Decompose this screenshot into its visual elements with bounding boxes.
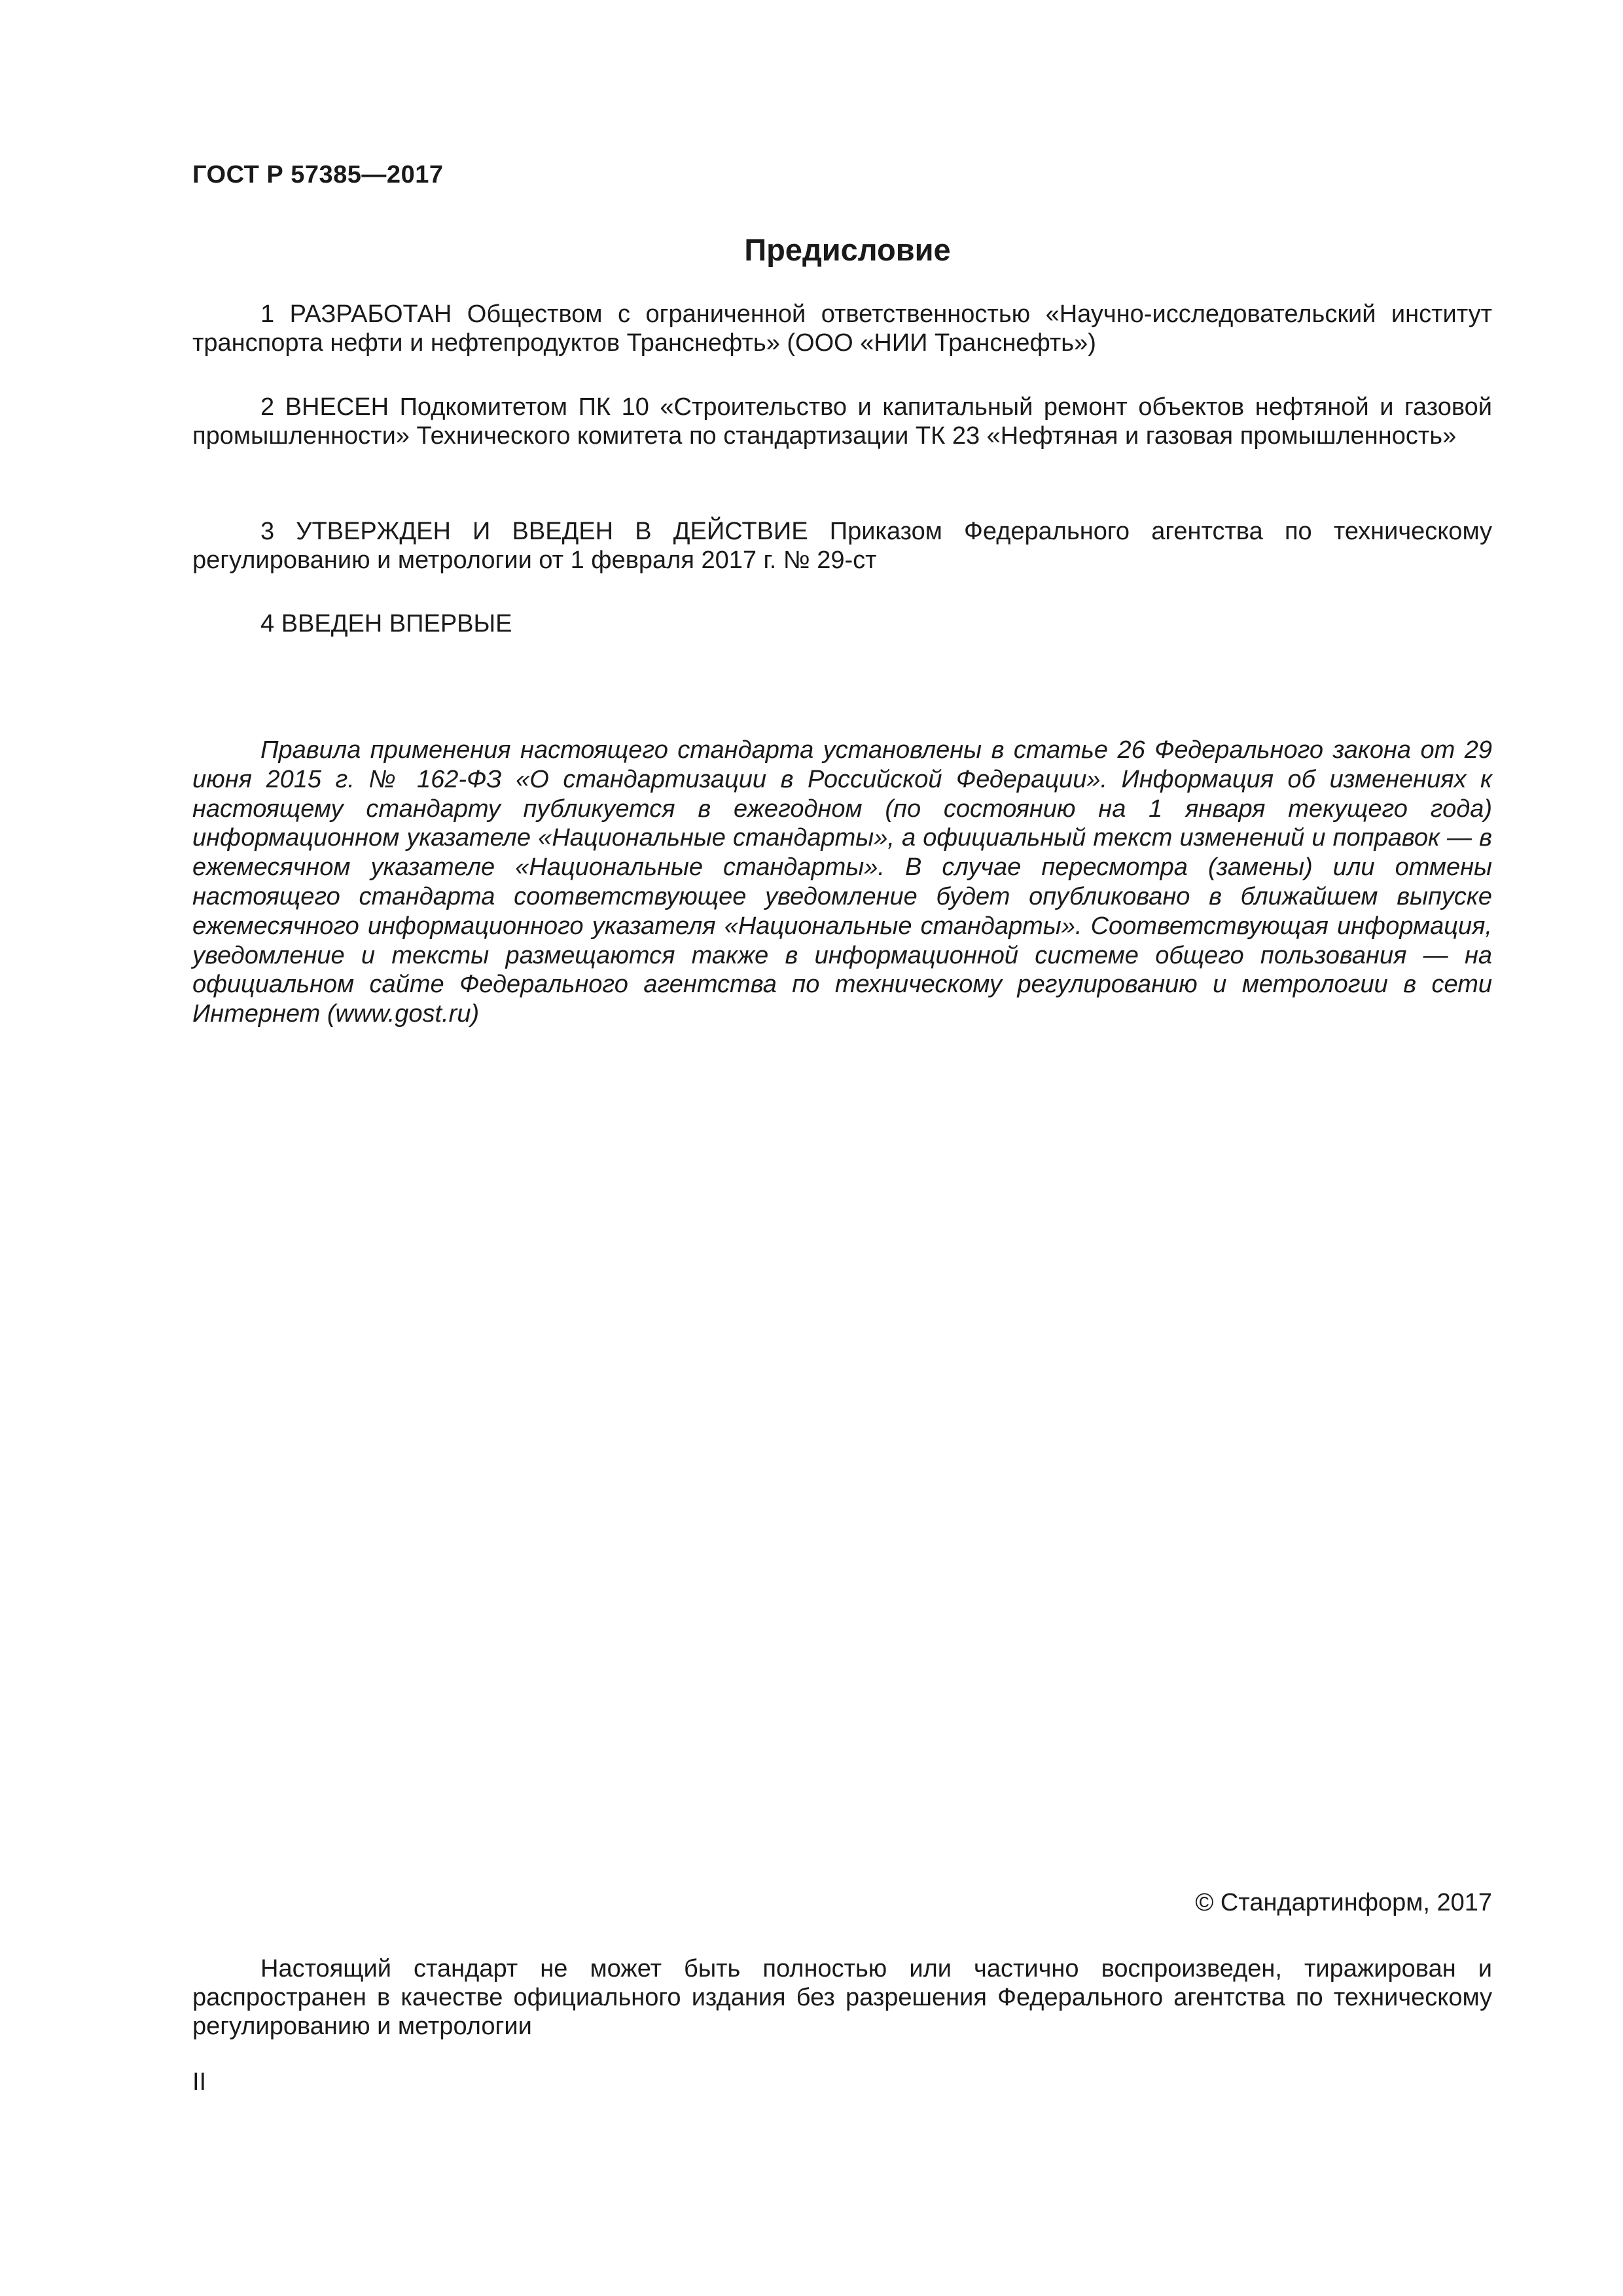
preface-item-2: 2 ВНЕСЕН Подкомитетом ПК 10 «Строительство и капитальный ремонт объектов нефтяной и газовой промышленности» Технического комитета по стандартизации ТК 23 «Нефтяная и газовая промышленность» (192, 393, 1492, 450)
preface-item-4: 4 ВВЕДЕН ВПЕРВЫЕ (260, 610, 512, 637)
application-rules-notice: Правила применения настоящего стандарта установлены в статье 26 Федерального закона от 29 июня 2015 г. № 162-ФЗ «О стандартизации в Российской Федерации». Информация об изменениях к настоящему стандарту публикуется в ежегодном (по состоянию на 1 января текущего года) информационном указателе «Национальные стандарты», а официальный текст изменений и поправок — в ежемесячном указателе «Национальные стандарты». В случае пересмотра (замены) или отмены настоящего стандарта соответствующее уведомление будет опубликовано в ближайшем выпуске ежемесячного информационного указателя «Национальные стандарты». Соответствующая информация, уведомление и тексты размещаются также в информационной системе общего пользования — на официальном сайте Федерального агентства по техническому регулированию и метрологии в сети Интернет (www.gost.ru) (192, 736, 1492, 1028)
reproduction-notice: Настоящий стандарт не может быть полностью или частично воспроизведен, тиражирован и распространен в качестве официального издания без разрешения Федерального агентства по техническому регулированию и метрологии (192, 1955, 1492, 2040)
page-title: Предисловие (744, 232, 951, 267)
page-number: II (192, 2068, 207, 2096)
document-code: ГОСТ Р 57385—2017 (192, 161, 444, 188)
preface-item-1: 1 РАЗРАБОТАН Обществом с ограниченной ответственностью «Научно-исследовательский институт транспорта нефти и нефтепродуктов Транснефть» (ООО «НИИ Транснефть») (192, 300, 1492, 357)
preface-item-3: 3 УТВЕРЖДЕН И ВВЕДЕН В ДЕЙСТВИЕ Приказом Федерального агентства по техническому регулированию и метрологии от 1 февраля 2017 г. № 29-ст (192, 518, 1492, 574)
copyright-line: © Стандартинформ, 2017 (1195, 1889, 1492, 1916)
